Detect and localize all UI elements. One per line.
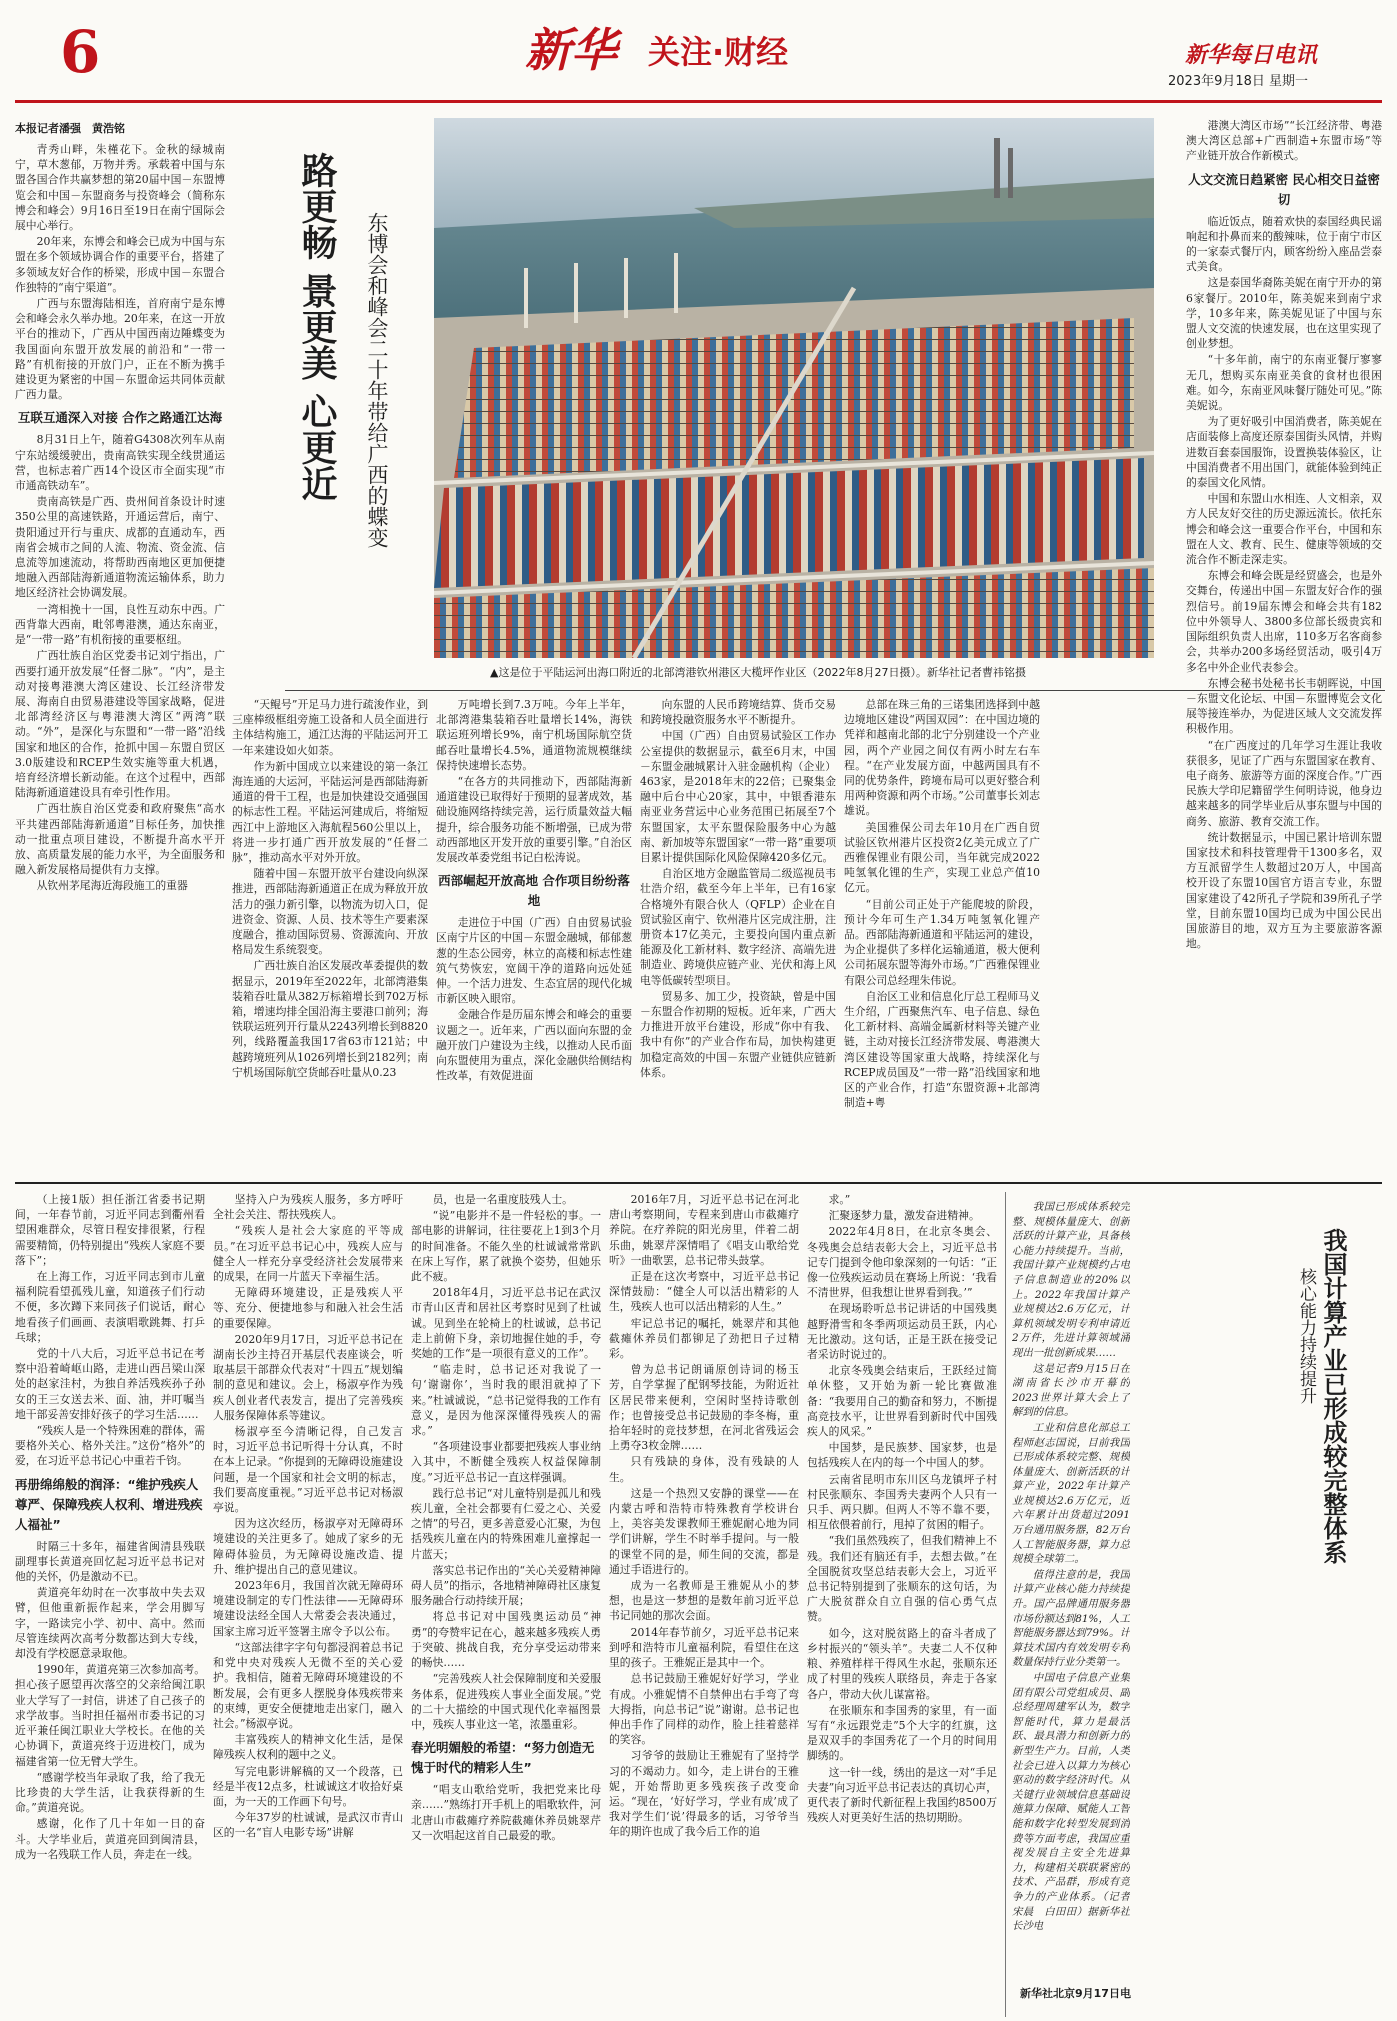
story2-column-1 (15, 1192, 205, 2017)
paragraph: 广西壮族自治区发展改革委提供的数据显示，2019年至2022年，北部湾港集装箱吞吐量从382万标箱增长到702万标箱，增速均排全国沿海主要港口前列；海铁联运班列开行量从2243列增长到8820列，线路覆盖我国17省63市121站；中越跨境班列从1026列增长到2182列；南宁机场国际航空货邮吞吐量从0.23 (232, 959, 428, 1079)
paragraph: 在上海工作，习近平同志到市儿童福利院看望孤残儿童，知道孩子们行动不便，多次蹲下来同孩子们说话，耐心地看孩子们画画、表演唱歌跳舞、打乒乓球； (15, 1270, 205, 1344)
paragraph: 北京冬残奥会结束后，王跃经过简单休整，又开始为新一轮比赛做准备：“我要用自己的勤奋和努力，不断提高竞技水平，让世界看到新时代中国残疾人的风采。” (807, 1364, 997, 1439)
section-subhead: 再册绵绵般的润泽：“维护残疾人尊严、保障残疾人权利、增进残疾人福祉” (15, 1476, 203, 1532)
paragraph: 工业和信息化部总工程师赵志国说，目前我国已形成体系较完整、规模体量庞大、创新活跃的计算产业，2022年计算产业规模达2.6万亿元，近六年累计出货超过2091万台通用服务器，82万台人工智能服务器，算力总规模全球第二。 (1012, 1421, 1130, 1566)
story2-column-2 (213, 1192, 403, 2017)
paragraph: 广西壮族自治区党委和政府聚焦“高水平共建西部陆海新通道”目标任务，加快推动一批重点项目建设，不断提升高水平开放、高质量发展的能力水平，为全面服务和融入新发展格局提供有力支撑。 (15, 802, 225, 877)
paragraph: 感谢，化作了几十年如一日的奋斗。大学毕业后，黄道亮回到闽清县，成为一名残联工作人员，奔走在一线。 (15, 1817, 205, 1861)
paragraph: 2014年春节前夕，习近平总书记来到呼和浩特市儿童福利院，看望住在这里的孩子。王雅妮正是其中一个。 (609, 1625, 799, 1670)
paragraph: “残疾人是社会大家庭的平等成员。”在习近平总书记心中，残疾人应与健全人一样充分享受经济社会发展带来的成果，在同一片蓝天下幸福生活。 (213, 1224, 403, 1284)
paragraph: 自治区地方金融监管局二级巡视员韦壮浩介绍，截至今年上半年，已有16家合格境外有限合伙人（QFLP）企业在自贸试验区南宁、钦州港片区完成注册，注册资本17亿美元，主要投向国内重点新能源及化工新材料、数字经济、高端先进制造业、跨境供应链产业、光伏和海上风电等低碳转型项目。 (640, 867, 836, 987)
paragraph: “残疾人是一个特殊困难的群体，需要格外关心、格外关注。”这份“格外”的爱，在习近平总书记心中重若千钧。 (15, 1424, 205, 1468)
paragraph: 这一针一线，绣出的是这一对“手足夫妻”向习近平总书记表达的真切心声，更代表了新时代新征程上我国约8500万残疾人对更美好生活的热切期盼。 (807, 1765, 997, 1825)
story1-column-3 (436, 697, 632, 1157)
paragraph: 2022年4月8日，在北京冬奥会、冬残奥会总结表彰大会上，习近平总书记专门提到令他印象深刻的一句话：“正像一位残疾运动员在赛场上所说：‘我看不清世界，但我想让世界看到我。’” (807, 1225, 997, 1300)
paragraph: 贵南高铁是广西、贵州间首条设计时速350公里的高速铁路，开通运营后，南宁、贵阳通过开行与重庆、成都的直通动车，西南省会城市之间的人流、物流、资金流、信息流等加速流动，将帮助西南地区更加便捷地融入西部陆海新通道物流运输体系，助力地区经济社会协调发展。 (15, 495, 225, 600)
paragraph: “在各方的共同推动下，西部陆海新通道建设已取得好于预期的显著成效，基础设施网络持续完善，运行质量效益大幅提升，综合服务功能不断增强，已成为带动西部地区开发开放的重要引擎。”自治区发展改革委党组书记白松涛说。 (436, 775, 632, 865)
paragraph: “说”电影并不是一件轻松的事。一部电影的讲解词，往往要花上1到3个月的时间准备。不能久坐的杜诚诚常常趴在床上写作，累了就换个姿势，但她乐此不疲。 (411, 1209, 601, 1284)
paragraph: 1990年，黄道亮第三次参加高考。担心孩子愿望再次落空的父亲给闽江职业大学写了一封信，讲述了自己孩子的求学故事。当时担任福州市委书记的习近平兼任闽江职业大学校长。在他的关心协调下，黄道亮终于迈进校门，成为福建省第一位无臂大学生。 (15, 1663, 205, 1768)
paragraph: 写完电影讲解稿的又一个段落，已经是半夜12点多，杜诚诚这才收拾好桌面，为一天的工作画下句号。 (213, 1764, 403, 1808)
paragraph: 走进位于中国（广西）自由贸易试验区南宁片区的中国－东盟金融城，郁郁葱葱的生态公园旁，林立的高楼和标志性建筑气势恢宏，宽阔干净的道路向远处延伸。一个活力进发、生态宜居的现代化城市新区映入眼帘。 (436, 916, 632, 1006)
column-divider (1005, 1192, 1006, 2017)
paragraph: 2020年9月17日，习近平总书记在湖南长沙主持召开基层代表座谈会，听取基层干部群众代表对“十四五”规划编制的意见和建议。会上，杨淑亭作为残疾人创业者代表发言，提出了完善残疾人服务保障体系等建议。 (213, 1332, 403, 1422)
paragraph: 港澳大湾区市场”“长江经济带、粤港澳大湾区总部+广西制造+东盟市场”等产业链开放合作新模式。 (1186, 119, 1382, 163)
story1-column-6 (1186, 118, 1382, 1158)
paragraph: 只有残缺的身体，没有残缺的人生。 (609, 1455, 799, 1484)
paragraph: 我国已形成体系较完整、规模体量庞大、创新活跃的计算产业，具备核心能力持续提升。当前，我国计算产业规模约占电子信息制造业的20%以上。2022年我国计算产业规模达2.6万亿元，计算机领域发明专利申请近2万件，先进计算领域涌现出一批创新成果…… (1012, 1201, 1130, 1359)
story1-column-2 (232, 697, 428, 1157)
story1-column-4 (640, 697, 836, 1157)
story-divider (15, 1182, 1382, 1184)
paragraph: （上接1版）担任浙江省委书记期间，一年春节前，习近平同志到衢州看望困难群众，尽管日程安排很紧，行程需要精简，仍特别提出“残疾人家庭不要落下”； (15, 1193, 205, 1267)
paragraph: 这是一个热烈又安静的课堂——在内蒙古呼和浩特市特殊教育学校讲台上，美容美发课教师王雅妮耐心地为同学们讲解，学生不时举手提问。与一般的课堂不同的是，师生间的交流，都是通过手语进行的。 (609, 1486, 799, 1576)
paragraph: 党的十八大后，习近平总书记在考察中沿着崎岖山路，走进山西吕梁山深处的赵家洼村，为独自养活残疾孙子孙女的王三女送去米、面、油，并叮嘱当地干部妥善安排好孩子的学习生活…… (15, 1347, 205, 1421)
paragraph: 贸易多、加工少，投资缺，曾是中国－东盟合作初期的短板。近年来，广西大力推进开放平台建设，形成“你中有我、我中有你”的产业合作布局，加快构建更加稳定高效的中国－东盟产业链供应链新体系。 (640, 989, 836, 1079)
paragraph: 坚持入户为残疾人服务，多方呼吁全社会关注、帮扶残疾人。 (213, 1193, 403, 1222)
port-photo-image (434, 118, 1154, 658)
paragraph: 中国和东盟山水相连、人文相亲，双方人民友好交往的历史源远流长。依托东博会和峰会这一重要合作平台，中国和东盟在人文、教育、民生、健康等领域的交流合作不断走深走实。 (1186, 492, 1382, 567)
paragraph: 如今，这对脱贫路上的奋斗者成了乡村振兴的“领头羊”。夫妻二人不仅种粮、养殖样样干得风生水起，张顺东还成了村里的残疾人联络员，奔走于各家各户，带动大伙儿谋富裕。 (807, 1626, 997, 1701)
paragraph: 黄道亮年幼时在一次事故中失去双臂，但他重新振作起来，学会用脚写字，一路读完小学、初中、高中。然而尽管连续两次高考分数都达到大专线，却没有学校愿意录取他。 (15, 1586, 205, 1661)
paragraph: “十多年前，南宁的东南亚餐厅寥寥无几，想购买东南亚美食的食材也很困难。如今，东南亚风味餐厅随处可见。”陈美妮说。 (1186, 353, 1382, 413)
story2-column-3 (411, 1192, 601, 2017)
paragraph: 随着中国－东盟开放平台建设向纵深推进，西部陆海新通道正在成为释放开放活力的强力新引擎，以物流为切入口，促进资金、资源、人员、技术等生产要素深度融合，推动国际贸易、资源流向、开放格局发生系统裂变。 (232, 867, 428, 957)
paragraph: 自治区工业和信息化厅总工程师马义生介绍，广西聚焦汽车、电子信息、绿色化工新材料、高端金属新材料等关键产业链，主动对接长江经济带发展、粤港澳大湾区建设等国家重大战略，持续深化与RCEP成员国及“一带一路”沿线国家和地区的产业合作，打造“东盟资源+北部湾制造+粤 (844, 989, 1040, 1110)
story1-headline: 路更畅 景更美 心更近 (296, 152, 338, 502)
paragraph: 美国雅保公司去年10月在广西自贸试验区钦州港片区投资2亿美元成立了广西雅保锂业有限公司，当年就完成2022吨氢氧化锂的生产，实现工业总产值10亿元。 (844, 820, 1040, 895)
paragraph: 在现场聆听总书记讲话的中国残奥越野滑雪和冬季两项运动员王跃，内心无比激动。这句话，正是王跃在接受记者采访时说过的。 (807, 1302, 997, 1362)
paragraph: 正是在这次考察中，习近平总书记深情鼓励：“健全人可以活出精彩的人生，残疾人也可以活出精彩的人生。” (609, 1270, 799, 1314)
paragraph: 落实总书记作出的“关心关爱精神障碍人员”的指示，各地精神障碍社区康复服务融合行动持续开展； (411, 1563, 601, 1608)
paragraph: 东博会和峰会既是经贸盛会，也是外交舞台，传递出中国－东盟友好合作的强烈信号。前19届东博会和峰会共有182位中外领导人、3800多位部长级贵宾和国际组织负责人出席，110多万名客商参会，共举办200多场经贸活动，吸引4万多名中外企业代表参会。 (1186, 569, 1382, 674)
paragraph: “这部法律字字句句都浸润着总书记和党中央对残疾人无微不至的关心爱护。我相信，随着无障碍环境建设的不断发展，会有更多人摆脱身体残疾带来的束缚，更安全便捷地走出家门，融入社会。”杨淑亭说。 (213, 1640, 403, 1730)
paragraph: 2023年6月，我国首次就无障碍环境建设制定的专门性法律——无障碍环境建设法经全国人大常委会表决通过，国家主席习近平签署主席令予以公布。 (213, 1579, 403, 1638)
paragraph: 因为这次经历，杨淑亭对无障碍环境建设的关注更多了。她成了家乡的无障碍体验员，为无障碍设施改造、提升、维护提出自己的意见建议。 (213, 1517, 403, 1576)
paragraph: 时隔三十多年，福建省闽清县残联副理事长黄道亮回忆起习近平总书记对他的关怀，仍是激动不已。 (15, 1539, 205, 1584)
paragraph: 践行总书记“对儿童特别是孤儿和残疾儿童，全社会都要有仁爱之心、关爱之情”的号召，更多善意爱心汇聚，为包括残疾儿童在内的特殊困难儿童撑起一片蓝天； (411, 1486, 601, 1561)
paragraph: 为了更好吸引中国消费者，陈美妮在店面装修上高度还原泰国街头风情，并购进数百套泰国服饰，设置换装体验区，让中国消费者不用出国门，就能体验到纯正的泰国文化风情。 (1186, 415, 1382, 490)
paragraph: 20年来，东博会和峰会已成为中国与东盟在多个领域协调合作的重要平台，搭建了多领域友好合作的桥梁，形成中国－东盟合作独特的“南宁渠道”。 (15, 235, 225, 294)
story2-column-5 (807, 1192, 997, 1982)
paragraph: “目前公司正处于产能爬坡的阶段，预计今年可生产1.34万吨氢氧化锂产品。西部陆海新通道和平陆运河的建设，为企业提供了多样化运输通道，极大便利公司拓展东盟等海外市场。”广西雅保锂业有限公司总经理朱伟说。 (844, 897, 1040, 987)
story3-headline: 我国计算产业已形成较完整体系 (1319, 1228, 1348, 1564)
paragraph: 8月31日上午，随着G4308次列车从南宁东站缓缓驶出，贵南高铁实现全线贯通运营，也标志着广西14个设区市全面实现“市市通高铁动车”。 (15, 433, 225, 493)
photo-caption: ▲这是位于平陆运河出海口附近的北部湾港钦州港区大榄坪作业区（2022年8月27日摄）。新华社记者曹祎铭摄 (490, 666, 1026, 679)
paragraph: “完善残疾人社会保障制度和关爱服务体系，促进残疾人事业全面发展。”党的二十大描绘的中国式现代化幸福图景中，残疾人事业这一笔，浓墨重彩。 (411, 1672, 601, 1731)
paragraph: 丰富残疾人的精神文化生活，是保障残疾人权利的题中之义。 (213, 1733, 403, 1762)
paragraph: “感谢学校当年录取了我，给了我无比珍贵的大学生活，让我获得新的生命。”黄道亮说。 (15, 1770, 205, 1815)
paragraph: 2018年4月，习近平总书记在武汉市青山区青和居社区考察时见到了杜诚诚。见到坐在轮椅上的杜诚诚，总书记走上前俯下身，亲切地握住她的手，夸奖她的工作“是一项很有意义的工作”。 (411, 1286, 601, 1361)
story3-column-1 (1012, 1200, 1130, 2015)
port-photo (434, 118, 1154, 658)
paragraph: 中国电子信息产业集团有限公司党组成员、副总经理周建军认为，数字智能时代，算力是最活跃、最具潜力和创新力的新型生产力。目前，人类社会已进入以算力为核心驱动的数字经济时代。从关键行业领域信息基础设施算力保障、赋能人工智能和数字化转型发展到消费等方面考虑，我国应重视发展自主安全先进算力，构建相关联联紧密的技术、产品群，形成有竞争力的产业体系。（记者宋晨 白田田）据新华社长沙电 (1012, 1672, 1130, 1933)
paragraph: 今年37岁的杜诚诚，是武汉市青山区的一名“盲人电影专场”讲解 (213, 1811, 403, 1840)
paragraph: 这是记者9月15日在湖南省长沙市开幕的2023世界计算大会上了解到的信息。 (1012, 1362, 1130, 1419)
paragraph: “各项建设事业都要把残疾人事业纳入其中，不断健全残疾人权益保障制度。”习近平总书记一直这样强调。 (411, 1440, 601, 1484)
paragraph: “临走时，总书记还对我说了一句‘谢谢你’，当时我的眼泪就掉了下来。”杜诚诚说，“总书记觉得我的工作有意义，是因为他深深懂得残疾人的需求。” (411, 1363, 601, 1438)
paragraph: 中国梦，是民族梦、国家梦，也是包括残疾人在内的每一个中国人的梦。 (807, 1441, 997, 1470)
paragraph: 向东盟的人民币跨境结算、货币交易和跨境投融资服务水平不断提升。 (640, 698, 836, 727)
story2-column-4 (609, 1192, 799, 2017)
paragraph: 作为新中国成立以来建设的第一条江海连通的大运河，平陆运河是西部陆海新通道的骨干工程，也是加快建设交通强国的标志性工程。平陆运河建成后，将缩短西江中上游地区入海航程560公里以上，将进一步打通广西开放发展的“任督二脉”，推动高水平对外开放。 (232, 759, 428, 865)
story1-column-1 (15, 142, 225, 1150)
paragraph: 无障碍环境建设，正是残疾人平等、充分、便捷地参与和融入社会生活的重要保障。 (213, 1286, 403, 1330)
paragraph: 曾为总书记朗诵原创诗词的杨玉芳，自学掌握了配钢琴技能，为附近社区居民带来便利，空闲时坚持诗歌创作；也曾接受总书记鼓励的李冬梅，重拾年轻时的竞技梦想，在河北省残运会上勇夺3枚金牌…… (609, 1363, 799, 1453)
paragraph: “天鲲号”开足马力进行疏浚作业，到三座棒级框组旁施工设备和人员全面进行主体结构施工，通江达海的平陆运河开工一年来建设如火如荼。 (232, 698, 428, 757)
paragraph: 广西壮族自治区党委书记刘宁指出，广西要打通开放发展“任督二脉”。“内”，是主动对接粤港澳大湾区建设、长江经济带发展、海南自由贸易港建设等国家战略，促进北部湾经济区与粤港澳大湾区“两湾”联动。“外”，是深化与东盟和“一带一路”沿线国家和地区的合作，抢抓中国－东盟自贸区3.0版建设和RCEP生效实施等重大机遇，培育经济增长新动能。在这个过程中，西部陆海新通道建设具有牵引性作用。 (15, 649, 225, 800)
paragraph: 统计数据显示，中国已累计培训东盟国家技术和科技管理骨干1300多名，双方互派留学生人数超过20万人，中国高校开设了东盟10国官方语言专业，东盟国家建设了42所孔子学院和39所孔子学堂，目前东盟10国均已成为中国公民出国旅游目的地，双方互为主要旅游客源地。 (1186, 830, 1382, 951)
paragraph: 青秀山畔，朱槿花下。金秋的绿城南宁，草木葱郁，万物并秀。承载着中国与东盟各国合作共赢梦想的第20届中国－东盟博览会和中国－东盟商务与投资峰会（简称东博会和峰会）9月16日至19日在南宁国际会展中心举行。 (15, 143, 225, 233)
paragraph: 值得注意的是，我国计算产业核心能力持续提升。国产品牌通用服务器市场份额达到81%，人工智能服务器达到79%。计算技术国内有效发明专利数量保持行业分类第一。 (1012, 1568, 1130, 1669)
section-subhead: 春光明媚般的希望：“努力创造无愧于时代的精彩人生” (411, 1740, 595, 1776)
paragraph: 牢记总书记的嘱托，姚翠芹和其他截瘫休养员们都铆足了劲把日子过精彩。 (609, 1316, 799, 1361)
section-subhead: 人文交流日趋紧密 民心相交日益密切 (1188, 171, 1380, 207)
paragraph: “唱支山歌给党听，我把党来比母亲……”熟练打开手机上的唱歌软件，河北唐山市截瘫疗养院截瘫休养员姚翠芹又一次唱起这首自己最爱的歌。 (411, 1783, 601, 1842)
paragraph: 金融合作是历届东博会和峰会的重要议题之一。近年来，广西以面向东盟的金融开放门户建设为主线，以推动人民币面向东盟使用为重点，深化金融供给侧结构性改革，有效促进面 (436, 1008, 632, 1083)
paragraph: 成为一名教师是王雅妮从小的梦想，也是这一梦想的是数年前习近平总书记同她的那次会面。 (609, 1579, 799, 1623)
paragraph: “我们虽然残疾了，但我们精神上不残。我们还有脑还有手，去想去做。”在全国脱贫攻坚总结表彰大会上，习近平总书记特别提到了张顺东的这句话，为广大脱贫群众自立自强的信心勇气点赞。 (807, 1534, 997, 1624)
paragraph: 总书记鼓励王雅妮好好学习，学业有成。小雅妮情不自禁伸出右手弯了弯大拇指，向总书记“说”谢谢。总书记也伸出手作了同样的动作，脸上挂着慈祥的笑容。 (609, 1672, 799, 1747)
paragraph: 临近饭点，随着欢快的泰国经典民谣响起和扑鼻而来的酸辣味，位于南宁市区的一家泰式餐厅内，顾客纷纷入座品尝泰式美食。 (1186, 214, 1382, 274)
story3-subheadline: 核心能力持续提升 (1296, 1268, 1316, 1404)
page-number: 6 (60, 18, 101, 86)
paragraph: 从钦州茅尾海近海段施工的重器 (36, 879, 188, 893)
paragraph: 云南省昆明市东川区乌龙镇坪子村村民张顺东、李国秀夫妻两个人只有一只手、两只脚。但两人不等不靠不要，相互依偎着前行，甩掉了贫困的帽子。 (807, 1472, 997, 1532)
section-subhead: 互联互通深入对接 合作之路通江达海 (17, 410, 223, 426)
story1-subheadline: 东博会和峰会二十年带给广西的蝶变 (365, 212, 389, 548)
paragraph: 一湾相挽十一国，良性互动东中西。广西背靠大西南，毗邻粤港澳，通达东南亚，是“一带一路”有机衔接的重要枢纽。 (15, 602, 225, 647)
paragraph: 员，也是一名重度肢残人士。 (432, 1193, 573, 1206)
byline: 本报记者潘强 黄浩铭 (15, 122, 125, 135)
paragraph: 2016年7月，习近平总书记在河北唐山考察期间，专程来到唐山市截瘫疗养院。在疗养院的阳光房里，伴着二胡乐曲，姚翠芹深情唱了《唱支山歌给党听》一曲歌罢，总书记带头鼓掌。 (609, 1193, 799, 1267)
masthead-logo: 新华 (525, 23, 617, 77)
paragraph: 求。” (828, 1193, 851, 1206)
paragraph: 汇聚逐梦力量，激发奋进精神。 (828, 1209, 980, 1223)
paragraph: 这是泰国华裔陈美妮在南宁开办的第6家餐厅。2010年，陈美妮来到南宁求学，10多年来，陈美妮见证了中国与东盟人文交流的快速发展，也在这里实现了创业梦想。 (1186, 276, 1382, 351)
brand-name: 新华每日电讯 (1185, 43, 1318, 68)
story1-column-5 (844, 697, 1040, 1157)
issue-date: 2023年9月18日 星期一 (1168, 74, 1309, 89)
section-title: 关注·财经 (648, 33, 789, 71)
paragraph: “在广西度过的几年学习生涯让我收获很多，见证了广西与东盟国家在教育、电子商务、旅游等方面的深度合作。”广西民族大学印尼籍留学生何明诗说，他身边越来越多的同学毕业后从事东盟与中国的商务、旅游、教育交流工作。 (1186, 738, 1382, 828)
paragraph: 东博会秘书处秘书长韦朝晖说，中国－东盟文化论坛、中国－东盟博览会文化展等接连举办，为促进区域人文交流发挥积极作用。 (1186, 676, 1382, 736)
paragraph: 总部在珠三角的三诺集团选择到中越边境地区建设“两国双园”：在中国边境的凭祥和越南北部的北宁分别建设一个产业园，两个产业园之间仅有两小时左右车程。“在产业发展方面，中越两国具有不同的优势条件，跨境布局可以更好整合利用两种资源和两个市场。”公司董事长刘志雄说。 (844, 698, 1040, 818)
paragraph: 广西与东盟海陆相连，首府南宁是东博会和峰会永久举办地。20年来，在这一开放平台的推动下，广西从中国西南边陲蝶变为我国面向东盟开放发展的前沿和“一带一路”有机衔接的开放门户，正在不断为携手建设更为紧密的中国－东盟命运共同体贡献广西力量。 (15, 297, 225, 402)
paragraph: 在张顺东和李国秀的家里，有一面写有“永远跟党走”5个大字的红旗，这是双双手的李国秀花了一个月的时间用脚绣的。 (807, 1703, 997, 1763)
story2-dateline: 新华社北京9月17日电 (1020, 1987, 1131, 2000)
paragraph: 习爷爷的鼓励让王雅妮有了坚持学习的不竭动力。如今，走上讲台的王雅妮，开始帮助更多残疾孩子改变命运。“现在，‘好好学习，学业有成’成了我对学生们‘说’得最多的话，习爷爷当年的期许也成了我今后工作的追 (609, 1749, 799, 1839)
header-rule (15, 100, 1382, 103)
paragraph: 中国（广西）自由贸易试验区工作办公室提供的数据显示，截至6月末，中国－东盟金融城累计入驻金融机构（企业）463家，是2018年末的22倍；已聚集金融中后台中心20家，其中，中银香港东南亚业务营运中心业务范围已拓展至7个东盟国家，太平东盟保险服务中心为越南、新加坡等东盟国家“一带一路”重要项目累计提供国际化风险保障420多亿元。 (640, 729, 836, 865)
section-subhead: 西部崛起开放高地 合作项目纷纷落地 (438, 873, 630, 909)
paragraph: 万吨增长到7.3万吨。今年上半年，北部湾港集装箱吞吐量增长14%，海铁联运班列增长9%，南宁机场国际航空货邮吞吐量增长4.5%，通道物流规模继续保持快速增长态势。 (436, 698, 632, 772)
paragraph: 将总书记对中国残奥运动员“神勇”的夸赞牢记在心，越来越多残疾人勇于突破、挑战自我，充分享受运动带来的畅快…… (411, 1610, 601, 1670)
paragraph: 杨淑亭至今清晰记得，自己发言时，习近平总书记听得十分认真，不时在本上记录。“你提到的无障碍设施建设问题，是一个国家和社会文明的标志，我们要高度重视。”习近平总书记对杨淑亭说。 (213, 1425, 403, 1515)
